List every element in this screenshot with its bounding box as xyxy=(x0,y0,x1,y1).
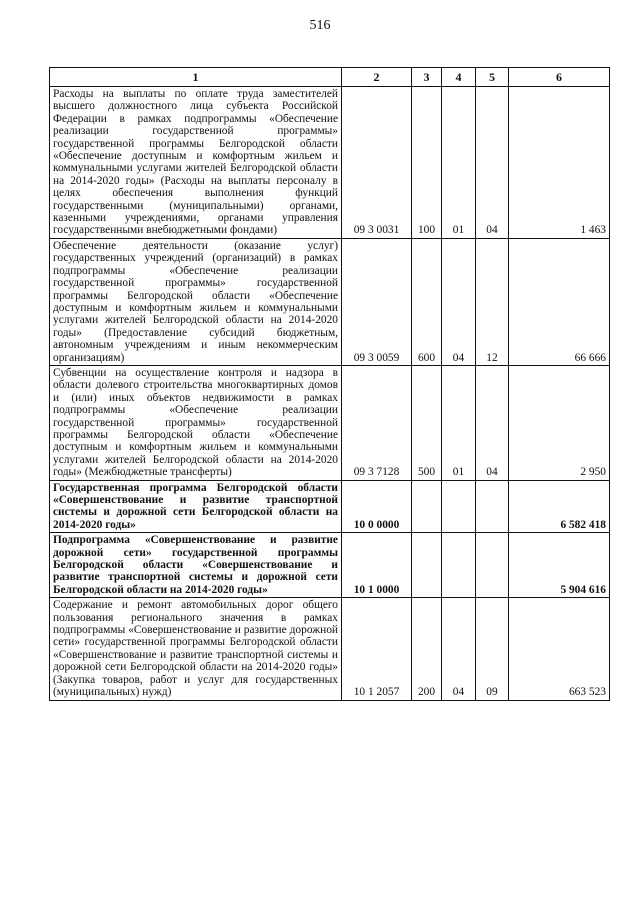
row-code: 10 1 2057 xyxy=(342,598,412,700)
table-row xyxy=(50,533,610,598)
column-header: 5 xyxy=(476,68,509,87)
table-row xyxy=(50,87,610,239)
page-number: 516 xyxy=(309,18,331,33)
row-rz: 01 xyxy=(442,87,476,239)
column-header: 6 xyxy=(509,68,610,87)
table-row xyxy=(50,480,610,533)
row-amount: 2 950 xyxy=(509,365,610,480)
row-rz: 04 xyxy=(442,598,476,700)
row-code: 09 3 0059 xyxy=(342,238,412,365)
row-amount: 1 463 xyxy=(509,87,610,239)
row-vr xyxy=(412,533,442,598)
row-amount: 5 904 616 xyxy=(509,533,610,598)
row-amount: 6 582 418 xyxy=(509,480,610,533)
row-pr: 09 xyxy=(476,598,509,700)
row-description: Содержание и ремонт автомобильных дорог общего пользования регионального значения в рамках подпрограммы «Совершенствование и развитие дорожной сети» государственной программы Белгородской области «Совершенствование и развитие транспортной системы и дорожной сети Белгородской области на 2014-2020 годы» (Закупка товаров, работ и услуг для государственных (муниципальных) нужд) xyxy=(50,598,342,700)
table-row xyxy=(50,238,610,365)
row-vr: 500 xyxy=(412,365,442,480)
row-code: 09 3 7128 xyxy=(342,365,412,480)
row-description: Подпрограмма «Совершенствование и развитие дорожной сети» государственной программы Белгородской области «Совершенствование и развитие транспортной системы и дорожной сети Белгородской области на 2014-2020 годы» xyxy=(50,533,342,598)
row-code: 10 1 0000 xyxy=(342,533,412,598)
table-row xyxy=(50,598,610,700)
table-row xyxy=(50,365,610,480)
column-header: 4 xyxy=(442,68,476,87)
row-description: Государственная программа Белгородской области «Совершенствование и развитие транспортной системы и дорожной сети Белгородской области на 2014-2020 годы» xyxy=(50,480,342,533)
row-vr: 200 xyxy=(412,598,442,700)
row-description: Обеспечение деятельности (оказание услуг) государственных учреждений (организаций) в рамках подпрограммы «Обеспечение реализации государственной программы» государственной программы Белгородской области «Обеспечение доступным и комфортным жильем и коммунальными услугами жителей Белгородской области на 2014-2020 годы» (Предоставление субсидий бюджетным, автономным учреждениям и иным некоммерческим организациям) xyxy=(50,238,342,365)
row-pr: 04 xyxy=(476,365,509,480)
row-rz: 01 xyxy=(442,365,476,480)
row-rz: 04 xyxy=(442,238,476,365)
row-description: Расходы на выплаты по оплате труда заместителей высшего должностного лица субъекта Российской Федерации в рамках подпрограммы «Обеспечение реализации государственной программы» государственной программы Белгородской области «Обеспечение доступным и комфортным жильем и коммунальными услугами жителей Белгородской области на 2014-2020 годы» (Расходы на выплаты персоналу в целях обеспечения выполнения функций государственными (муниципальными) органами, казенными учреждениями, органами управления государственными внебюджетными фондами) xyxy=(50,87,342,239)
column-header: 3 xyxy=(412,68,442,87)
row-vr: 600 xyxy=(412,238,442,365)
row-pr xyxy=(476,480,509,533)
row-vr xyxy=(412,480,442,533)
row-amount: 663 523 xyxy=(509,598,610,700)
column-header: 2 xyxy=(342,68,412,87)
row-rz xyxy=(442,480,476,533)
row-description: Субвенции на осуществление контроля и надзора в области долевого строительства многоквартирных домов и (или) иных объектов недвижимости в рамках подпрограммы «Обеспечение реализации государственной программы» государственной программы Белгородской области «Обеспечение доступным и комфортным жильем и коммунальными услугами жителей Белгородской области на 2014-2020 годы» (Межбюджетные трансферты) xyxy=(50,365,342,480)
row-code: 10 0 0000 xyxy=(342,480,412,533)
header-row xyxy=(50,68,610,87)
row-vr: 100 xyxy=(412,87,442,239)
row-pr xyxy=(476,533,509,598)
row-amount: 66 666 xyxy=(509,238,610,365)
budget-table xyxy=(49,67,610,701)
row-code: 09 3 0031 xyxy=(342,87,412,239)
column-header: 1 xyxy=(50,68,342,87)
row-pr: 12 xyxy=(476,238,509,365)
row-pr: 04 xyxy=(476,87,509,239)
row-rz xyxy=(442,533,476,598)
